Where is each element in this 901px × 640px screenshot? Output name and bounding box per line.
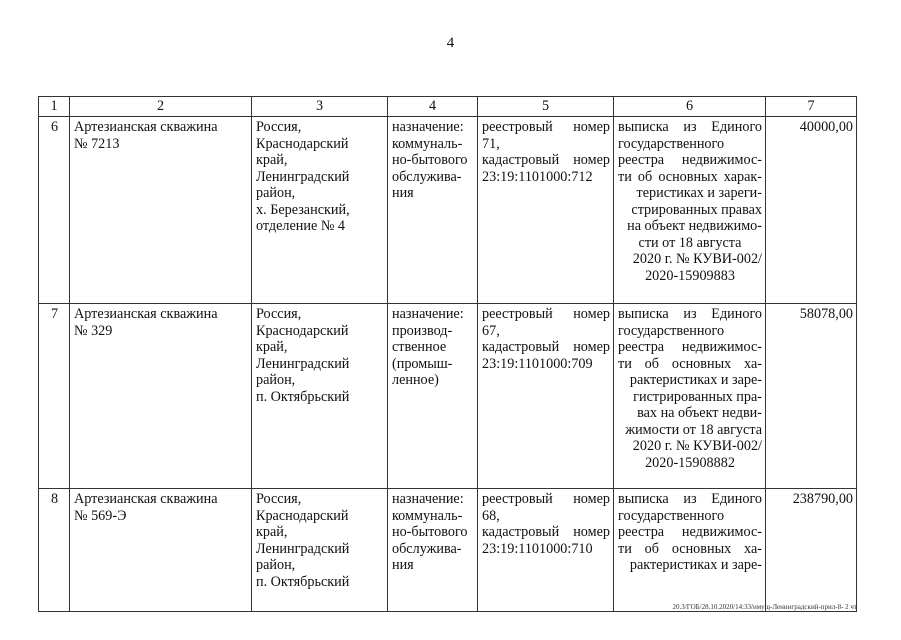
extract-line: стрированных правах — [631, 201, 762, 218]
address-line: Россия, — [256, 306, 302, 322]
address-line: район, — [256, 557, 296, 573]
extract-line: государственного — [618, 507, 725, 524]
object-name-line: Артезианская скважина — [74, 491, 218, 507]
purpose-line: производ- — [392, 322, 453, 339]
row-number: 8 — [39, 489, 70, 612]
object-name-line: № 7213 — [74, 135, 120, 152]
extract-line: на объект недвижимо- — [627, 218, 762, 234]
object-name-line: Артезианская скважина — [74, 119, 218, 135]
purpose-cell — [388, 117, 478, 304]
registry-line: реестровый номер — [482, 491, 610, 507]
registry-line: кадастровый номер — [482, 339, 610, 355]
extract-line: государственного — [618, 135, 725, 152]
registry-cell — [478, 117, 614, 304]
purpose-line: но-бытового — [392, 524, 468, 540]
extract-line: реестра недвижимос- — [618, 524, 762, 540]
purpose-line: (промыш- — [392, 355, 453, 372]
extract-line: 2020-15909883 — [645, 267, 735, 284]
extract-line: гистрированных пра- — [633, 388, 762, 405]
extract-line: 2020 г. № КУВИ-002/ — [632, 438, 762, 454]
extract-line: сти от 18 августа — [638, 234, 742, 251]
purpose-line: ния — [392, 185, 414, 201]
table-header-row — [39, 97, 857, 117]
address-line: Россия, — [256, 119, 302, 135]
purpose-line: обслужива- — [392, 168, 462, 185]
extract-line: вах на объект недви- — [637, 405, 762, 421]
address-cell — [252, 117, 388, 304]
row-number: 7 — [39, 304, 70, 489]
table-row — [39, 117, 857, 304]
purpose-line: ственное — [392, 339, 447, 355]
address-line: Ленинградский — [256, 168, 350, 185]
purpose-line: ния — [392, 557, 414, 573]
header-cell: 2 — [70, 97, 252, 117]
registry-cell — [478, 489, 614, 612]
address-line: район, — [256, 372, 296, 388]
registry-line: 23:19:1101000:709 — [482, 355, 593, 372]
registry-line: реестровый номер — [482, 306, 610, 322]
registry-cell — [478, 304, 614, 489]
address-line: Россия, — [256, 491, 302, 507]
address-line: край, — [256, 339, 288, 355]
header-cell: 1 — [39, 97, 70, 117]
extract-line: выписка из Единого — [618, 119, 762, 135]
table-row — [39, 489, 857, 612]
address-line: Краснодарский — [256, 507, 349, 524]
extract-line: 2020-15908882 — [645, 454, 735, 471]
purpose-line: но-бытового — [392, 152, 468, 168]
object-name-line: № 329 — [74, 322, 113, 339]
header-cell: 3 — [252, 97, 388, 117]
registry-line: 67, — [482, 322, 500, 339]
property-table — [38, 96, 857, 612]
purpose-line: коммуналь- — [392, 507, 463, 524]
object-name-line: № 569-Э — [74, 507, 127, 524]
extract-cell — [614, 489, 766, 612]
purpose-line: ленное) — [392, 372, 439, 388]
address-line: Ленинградский — [256, 355, 350, 372]
extract-cell — [614, 304, 766, 489]
registry-line: кадастровый номер — [482, 524, 610, 540]
address-line: п. Октябрьский — [256, 388, 350, 405]
address-line: Краснодарский — [256, 322, 349, 339]
registry-line: кадастровый номер — [482, 152, 610, 168]
amount-cell: 238790,00 — [766, 489, 857, 612]
purpose-line: назначение: — [392, 119, 464, 135]
registry-line: 71, — [482, 135, 500, 152]
amount-cell: 58078,00 — [766, 304, 857, 489]
object-name-line: Артезианская скважина — [74, 306, 218, 322]
registry-line: 68, — [482, 507, 500, 524]
address-line: х. Березанский, — [256, 201, 350, 218]
extract-line: 2020 г. № КУВИ-002/ — [632, 251, 762, 267]
header-cell: 7 — [766, 97, 857, 117]
purpose-cell — [388, 304, 478, 489]
address-cell — [252, 489, 388, 612]
purpose-line: обслужива- — [392, 540, 462, 557]
extract-line: ти об основных ха- — [618, 355, 762, 372]
extract-line: ти об основных харак- — [618, 168, 762, 185]
address-line: п. Октябрьский — [256, 573, 350, 590]
header-cell: 5 — [478, 97, 614, 117]
extract-line: выписка из Единого — [618, 491, 762, 507]
extract-cell — [614, 117, 766, 304]
extract-line: рактеристиках и заре- — [629, 372, 762, 388]
purpose-line: коммуналь- — [392, 135, 463, 152]
document-footer-stamp: 20.3/ГОБ/28.10.2020/14:33/имущ-Ленинградский-прил-8- 2 чт — [672, 603, 857, 611]
purpose-line: назначение: — [392, 491, 464, 507]
address-line: отделение № 4 — [256, 218, 346, 234]
object-name-cell — [70, 117, 252, 304]
address-line: район, — [256, 185, 296, 201]
object-name-cell — [70, 304, 252, 489]
registry-line: 23:19:1101000:712 — [482, 168, 593, 185]
table-row — [39, 304, 857, 489]
registry-line: 23:19:1101000:710 — [482, 540, 593, 557]
header-cell: 6 — [614, 97, 766, 117]
extract-line: выписка из Единого — [618, 306, 762, 322]
extract-line: жимости от 18 августа — [625, 421, 762, 438]
address-line: край, — [256, 524, 288, 540]
purpose-cell — [388, 489, 478, 612]
header-cell: 4 — [388, 97, 478, 117]
address-line: Ленинградский — [256, 540, 350, 557]
row-number: 6 — [39, 117, 70, 304]
amount-cell: 40000,00 — [766, 117, 857, 304]
registry-line: реестровый номер — [482, 119, 610, 135]
extract-line: государственного — [618, 322, 725, 339]
address-cell — [252, 304, 388, 489]
address-line: Краснодарский — [256, 135, 349, 152]
extract-line: реестра недвижимос- — [618, 339, 762, 355]
page-number: 4 — [446, 35, 455, 51]
address-line: край, — [256, 152, 288, 168]
extract-line: теристиках и зареги- — [636, 185, 762, 201]
object-name-cell — [70, 489, 252, 612]
purpose-line: назначение: — [392, 306, 464, 322]
extract-line: ти об основных ха- — [618, 540, 762, 557]
extract-line: рактеристиках и заре- — [629, 557, 762, 573]
extract-line: реестра недвижимос- — [618, 152, 762, 168]
